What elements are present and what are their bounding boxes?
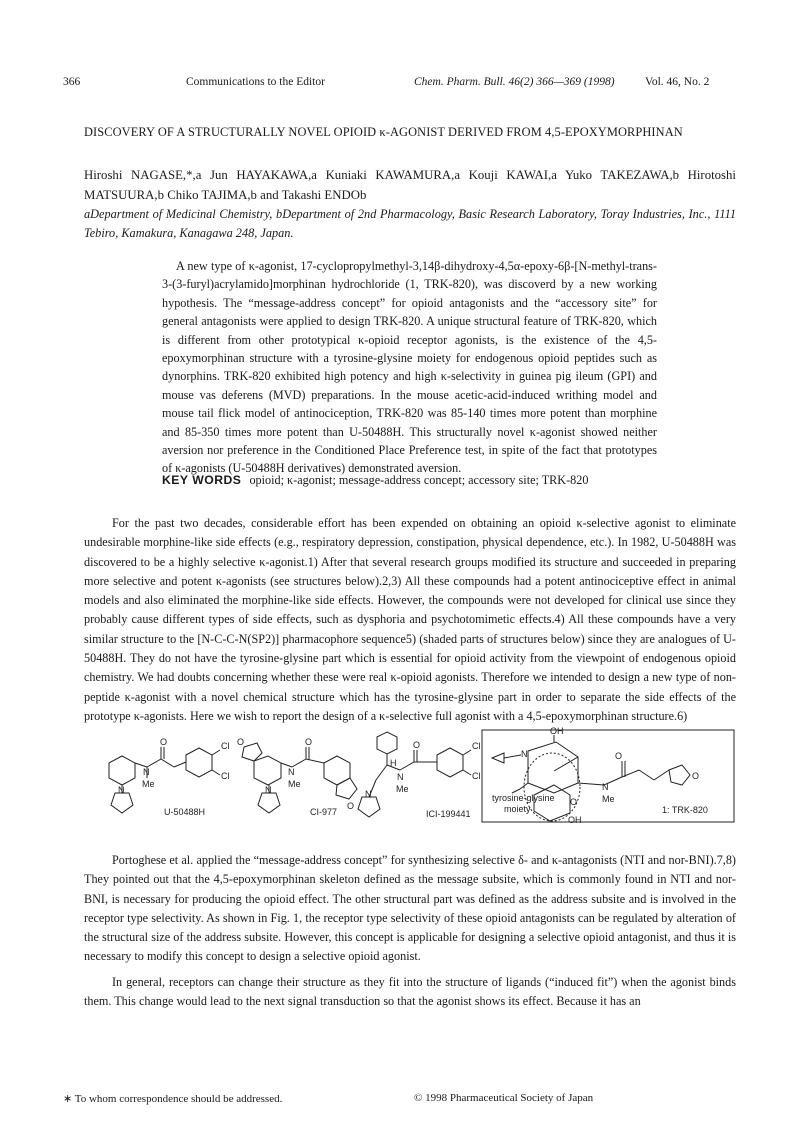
- u50488h-cyclohexane: [109, 756, 135, 785]
- ici199441-h: H: [390, 758, 397, 768]
- structures-svg: [84, 726, 736, 825]
- paragraph-2: Portoghese et al. applied the “message-address concept” for synthesizing selective δ- and κ-antagonists (NTI and nor-BNI).7,8) They pointed out that the 4,5-epoxymorphinan skeleton defined as the message subsite, which is commonly found in NTI and nor-BNI, is necessary for producing the opioid effect. The other structural part was defined as the address subsite and is involved in the receptor type selectivity. As shown in Fig. 1, the receptor type selectivity of these opioid antagonists can be regulated by alteration of the structural size of the address subsite. However, this concept is applicable for designing a selective opioid antagonist, and thus it is necessary to modify this concept to design a selective opioid agonist.: [84, 853, 736, 964]
- trk820-n17: N: [521, 749, 528, 759]
- trk820-furan: [669, 765, 690, 785]
- tyrosine-glysine-label: tyrosine-glysine: [492, 793, 555, 803]
- ici199441-pyrrolidine: [358, 797, 380, 817]
- paragraph-3: In general, receptors can change their structure as they fit into the structure of ligands (“induced fit”) when the agonist binds them. This change would lead to the next signal transduction so that the agonist shows its effect. Because it has an: [84, 974, 736, 1009]
- ci977-n-pyrrolidine: N: [265, 785, 272, 795]
- correspondence-note: ∗ To whom correspondence should be addressed.: [63, 1093, 283, 1105]
- u50488h-me: Me: [142, 779, 155, 789]
- ci977-cyclohexane: [254, 756, 281, 785]
- body-section-1: [84, 514, 736, 726]
- journal-citation: Chem. Pharm. Bull. 46(2) 366—369 (1998): [414, 76, 615, 88]
- moiety-label: moiety: [504, 804, 531, 814]
- label-u50488h: U-50488H: [164, 807, 206, 817]
- structures-figure: [84, 726, 736, 825]
- ci977-o-ring: O: [237, 737, 245, 747]
- ici199441-n-amide: N: [397, 772, 404, 782]
- ici199441-cl-2: Cl: [472, 771, 481, 781]
- keywords-text: opioid; κ-agonist; message-address concept; accessory site; TRK-820: [249, 473, 589, 487]
- u50488h-phenyl: [186, 748, 212, 777]
- label-ci977: CI-977: [310, 807, 338, 817]
- keywords-label: KEY WORDS: [162, 473, 242, 487]
- ci977-o: O: [305, 737, 313, 747]
- ci977-pyrrolidine: [258, 793, 280, 813]
- trk820-o-carbonyl: O: [615, 751, 623, 761]
- copyright: © 1998 Pharmaceutical Society of Japan: [414, 1092, 594, 1104]
- abstract-text: A new type of κ-agonist, 17-cyclopropylmethyl-3,14β-dihydroxy-4,5α-epoxy-6β-[N-methyl-trans-3-(3-furyl)acrylamido]morphinan hydrochloride (1, TRK-820), was discoverd by a new working hypothesis. The “message-address concept” for opioid antagonists and the “accessory site” for general antagonists were applied to design TRK-820. A unique structural feature of TRK-820, which is different from other prototypical κ-opioid receptor agonists, is the existence of the 4,5-epoxymorphinan structure with a tyrosine-glysine moiety for endogenous opioid peptides such as dynorphins. TRK-820 exhibited high potency and high κ-selectivity in guinea pig ileum (GPI) and mouse vas deferens (MVD) preparations. In the mouse acetic-acid-induced writhing model and mouse tail flick model of antinociception, TRK-820 was 85-140 times more potent than morphine and 85-350 times more potent than U-50488H. This structurally novel κ-agonist showed neither aversion nor preference in the Conditioned Place Preference test, in spite of the fact that prototypes of κ-agonists (U-50488H derivatives) demonstrated aversion.: [162, 259, 657, 476]
- label-ici199441: ICI-199441: [426, 809, 471, 819]
- ci977-me: Me: [288, 779, 301, 789]
- ici199441-dichlorophenyl: [437, 748, 463, 777]
- u50488h-o: O: [160, 737, 168, 747]
- author-list: Hiroshi NAGASE,*,a Jun HAYAKAWA,a Kuniaki KAWAMURA,a Kouji KAWAI,a Yuko TAKEZAWA,b Hirotoshi MATSUURA,b Chiko TAJIMA,b and Takashi ENDOb: [84, 168, 736, 202]
- affiliation: aDepartment of Medicinal Chemistry, bDepartment of 2nd Pharmacology, Basic Research Laboratory, Toray Industries, Inc., 1111 Tebiro, Kamakura, Kanagawa 248, Japan.: [84, 207, 736, 240]
- ici199441-me: Me: [396, 784, 409, 794]
- volume-info: Vol. 46, No. 2: [645, 76, 710, 88]
- keywords: [162, 473, 657, 488]
- ci977-o-furan: O: [347, 801, 355, 811]
- body-section-2: [84, 851, 736, 1011]
- trk820-n-amide: N: [602, 782, 609, 792]
- ci977-thf: [242, 743, 262, 761]
- ici199441-o: O: [413, 740, 421, 750]
- trk820-phenol-ring: [534, 785, 570, 821]
- u50488h-cl-1: Cl: [221, 741, 230, 751]
- page-number: 366: [63, 76, 81, 88]
- tyrosine-glysine-highlight: [524, 753, 580, 821]
- paragraph-1: For the past two decades, considerable effort has been expended on obtaining an opioid κ-selective agonist to eliminate undesirable morphine-like side effects (e.g., respiratory depression, constipation, physical dependence, etc.). In 1982, U-50488H was discovered to be a highly selective κ-agonist.1) After that several research groups modified its structure and succeeded in preparing more selective and potent κ-agonists (see structures below).2,3) All these compounds had a potent antinociceptive effect in animal models and also eliminated the morphine-like side effects. However, the compounds were not developed for clinical use since they probably cause different types of side effects, such as dysphoria and psychotomimetic effects.4) All these compounds have a very similar structure to the [N-C-C-N(SP2)] pharmacophore sequence5) (shaded parts of structures below) since they are analogues of U-50488H. They do not have the tyrosine-glysine part which is essential for opioid activity from the viewpoint of endogenous opioid chemistry. We had doubts concerning whether these were real κ-opioid agonists. Therefore we intended to design a new type of non-peptide κ-agonist with a novel chemical structure which has the tyrosine-glysine part in order to separate the side effects of the prototype κ-agonists. Here we wish to report the design of a κ-selective full agonist with a 4,5-epoxymorphinan structure.6): [84, 516, 736, 723]
- label-trk820: 1: TRK-820: [662, 805, 708, 815]
- u50488h-n-pyrrolidine: N: [118, 785, 125, 795]
- ici199441-n-pyrrolidine: N: [365, 789, 372, 799]
- article-title: DISCOVERY OF A STRUCTURALLY NOVEL OPIOID κ-AGONIST DERIVED FROM 4,5-EPOXYMORPHINAN: [84, 125, 683, 139]
- trk820-me: Me: [602, 794, 615, 804]
- ici199441-cl-1: Cl: [472, 741, 481, 751]
- u50488h-cl-2: Cl: [221, 771, 230, 781]
- trk820-cyclopropane: [492, 753, 504, 763]
- trk820-oh-14: OH: [550, 726, 564, 736]
- u50488h-pyrrolidine: [111, 793, 133, 813]
- u50488h-n-amide: N: [143, 767, 150, 777]
- trk820-o-furan: O: [692, 771, 700, 781]
- trk820-o-epoxy: O: [570, 797, 578, 807]
- trk820-oh-3: OH: [568, 815, 582, 825]
- abstract: [162, 257, 657, 478]
- ci977-n-amide: N: [288, 767, 295, 777]
- section-name: Communications to the Editor: [186, 76, 325, 88]
- ici199441-phenyl-top: [377, 732, 397, 754]
